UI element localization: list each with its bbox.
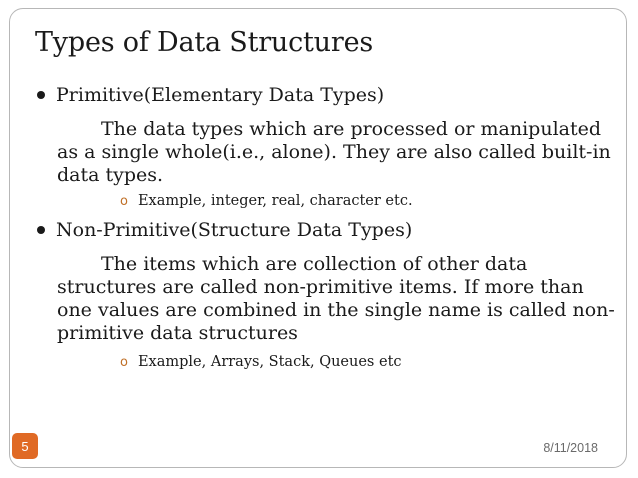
bullet-primitive: [37, 84, 384, 106]
bullet-primitive-text: Primitive(Elementary Data Types): [56, 84, 385, 106]
primitive-example: [120, 193, 413, 209]
bullet-non-primitive-text: Non-Primitive(Structure Data Types): [56, 219, 413, 241]
non-primitive-example: [120, 354, 402, 370]
sub-bullet-icon: o: [120, 194, 128, 209]
non-primitive-line-1: The items which are collection of other data: [101, 253, 528, 275]
bullet-dot-icon: [37, 91, 45, 99]
non-primitive-description: [57, 253, 617, 345]
bullet-non-primitive: [37, 219, 412, 241]
primitive-line-1: The data types which are processed or manipulated: [101, 118, 602, 140]
slide-date: 8/11/2018: [543, 441, 598, 455]
primitive-line-2: as a single whole(i.e., alone). They are also called built-in: [57, 141, 611, 163]
non-primitive-line-2: structures are called non-primitive items. If more than: [57, 276, 584, 298]
primitive-line-3: data types.: [57, 164, 164, 186]
sub-bullet-icon: o: [120, 355, 128, 370]
non-primitive-line-4: primitive data structures: [57, 322, 298, 344]
slide-title: Types of Data Structures: [35, 27, 374, 58]
primitive-example-text: Example, integer, real, character etc.: [137, 193, 413, 209]
primitive-description: [57, 118, 617, 187]
page-number-badge: 5: [12, 433, 38, 459]
bullet-dot-icon: [37, 226, 45, 234]
non-primitive-line-3: one values are combined in the single name is called non-: [57, 299, 615, 321]
non-primitive-example-text: Example, Arrays, Stack, Queues etc: [137, 354, 402, 370]
